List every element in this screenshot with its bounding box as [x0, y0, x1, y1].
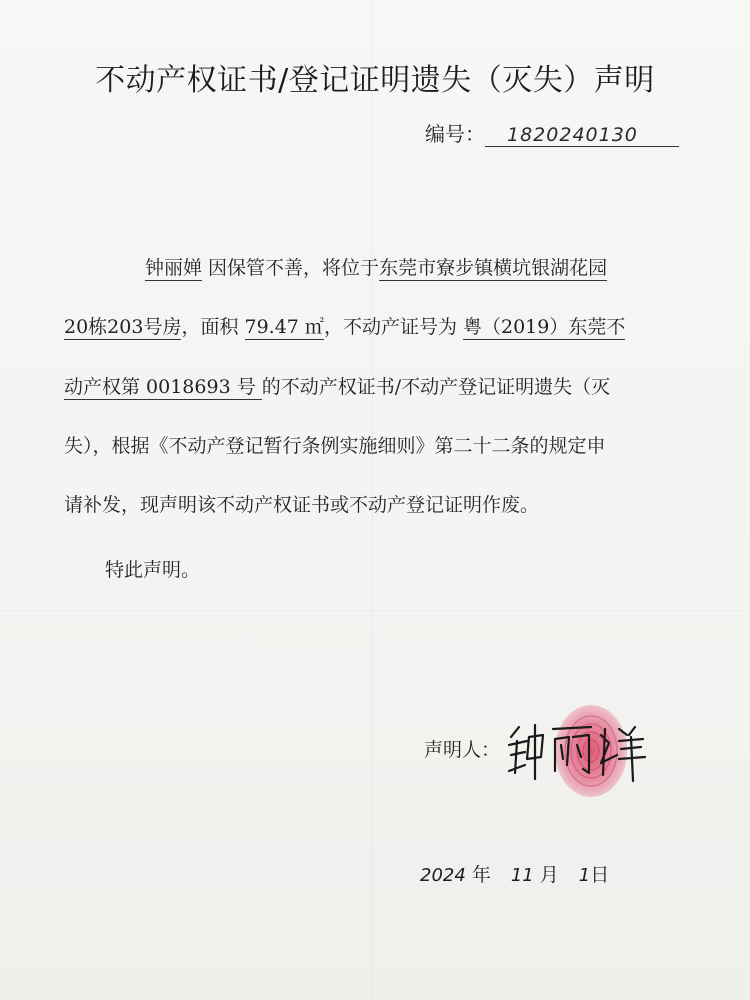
body-line-2: 20栋203号房，面积 79.47 ㎡，不动产证号为 粤（2019）东莞不 — [64, 316, 626, 338]
date-row: 2024 年 11 月 1日 — [420, 864, 610, 886]
fold-line — [0, 610, 750, 611]
certificate-number: 粤（2019）东莞不 — [462, 316, 626, 338]
body-line-3: 动产权第 0018693 号 的不动产权证书/不动产登记证明遗失（灭 — [64, 376, 611, 398]
page-title: 不动产权证书/登记证明遗失（灭失）声明 — [95, 63, 655, 98]
address-continued: 20栋203号房 — [64, 316, 182, 338]
address: 东莞市寮步镇横坑银湖花园 — [379, 257, 608, 279]
body-line-5: 请补发，现声明该不动产权证书或不动产登记证明作废。 — [64, 494, 540, 516]
body-line-4: 失），根据《不动产登记暂行条例实施细则》第二十二条的规定申 — [64, 435, 606, 457]
date-year: 2024 — [420, 865, 466, 886]
certificate-number-continued: 动产权第 0018693 号 — [64, 376, 262, 398]
declarant-name: 钟丽婵 — [145, 257, 203, 279]
closing-text: 特此声明。 — [105, 559, 201, 581]
number-label: 编号： — [425, 122, 485, 146]
handwritten-signature — [505, 715, 655, 785]
date-day: 1 — [578, 865, 591, 886]
body-line-1: 钟丽婵 因保管不善，将位于东莞市寮步镇横坑银湖花园 — [145, 257, 608, 279]
signature-label: 声明人： — [424, 739, 501, 761]
area-value: 79.47 ㎡ — [244, 316, 324, 338]
document-number-row — [425, 118, 679, 147]
number-value: 1820240130 — [485, 124, 679, 147]
date-month: 11 — [510, 865, 534, 886]
